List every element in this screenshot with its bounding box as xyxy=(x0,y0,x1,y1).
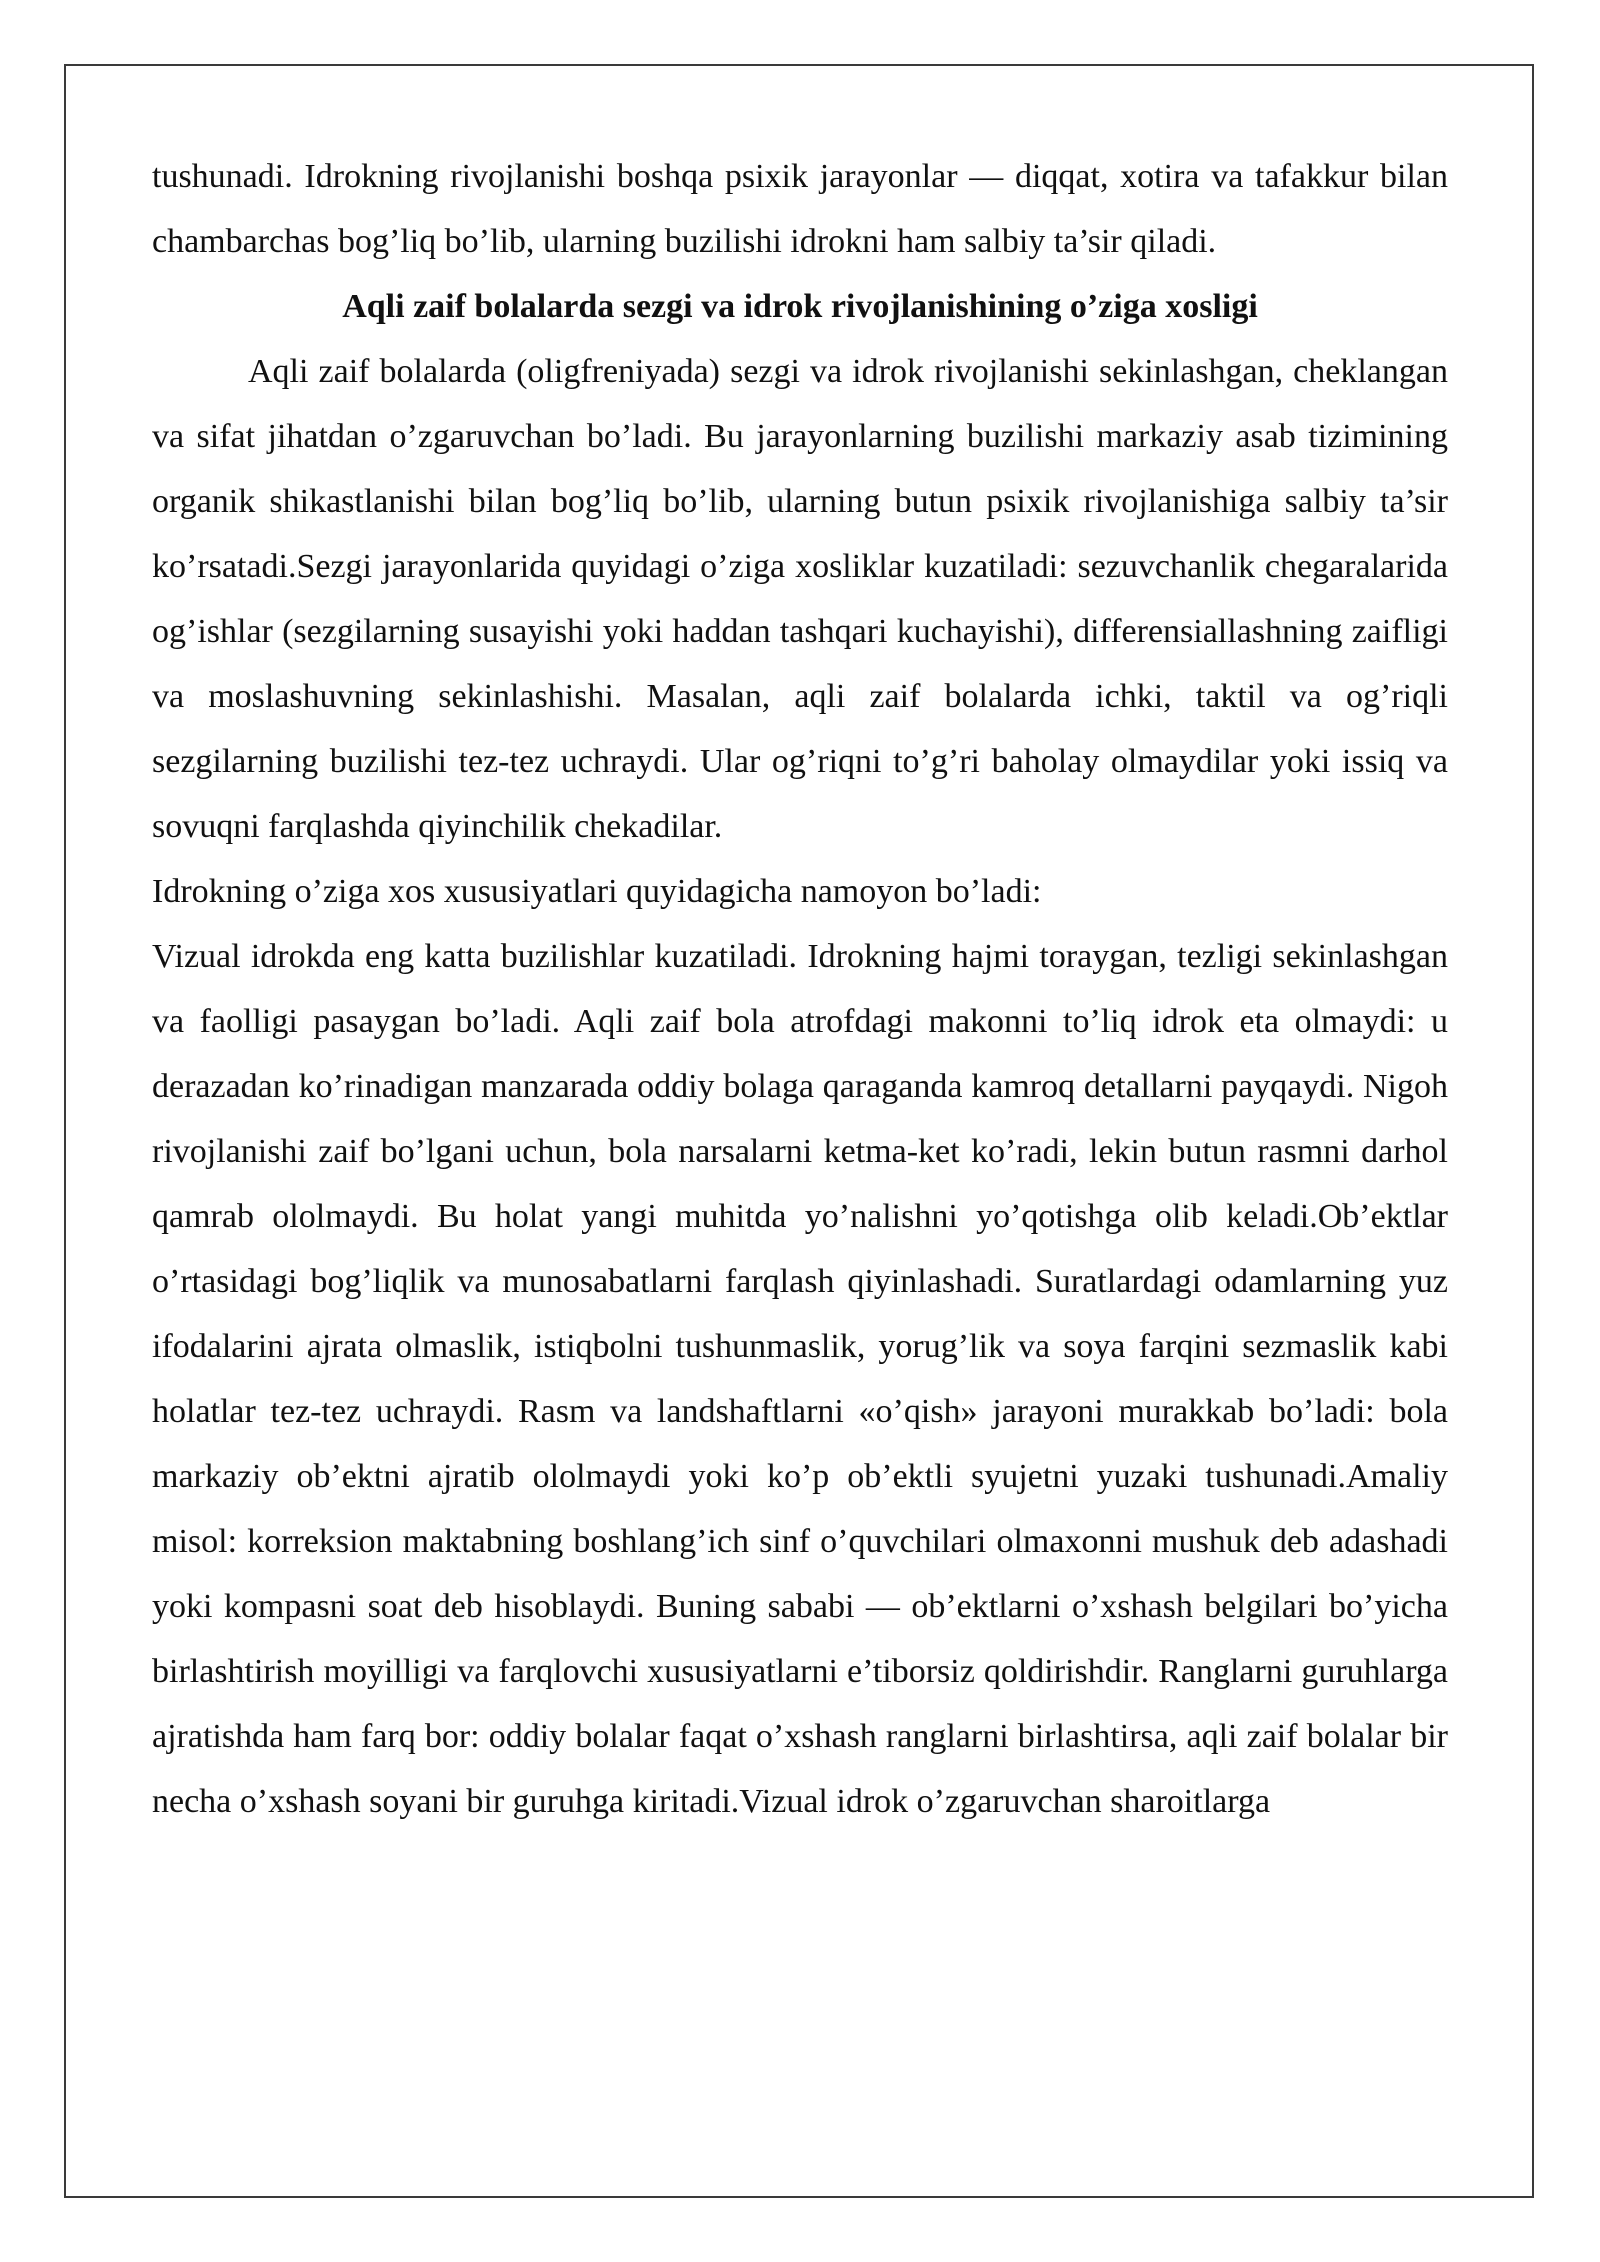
paragraph-continuation: tushunadi. Idrokning rivojlanishi boshqa psixik jarayonlar — diqqat, xotira va tafakkur bilan chambarchas bog’liq bo’lib, ularning buzilishi idrokni ham salbiy ta’sir qiladi. xyxy=(152,158,1448,260)
paragraph-lead-in: Idrokning o’ziga xos xususiyatlari quyidagicha namoyon bo’ladi: xyxy=(152,873,1042,910)
paragraph-visual-perception: Vizual idrokda eng katta buzilishlar kuzatiladi. Idrokning hajmi toraygan, tezligi sekinlashgan va faolligi pasaygan bo’ladi. Aqli zaif bola atrofdagi makonni to’liq idrok eta olmaydi: u derazadan ko’rinadigan manzarada oddiy bolaga qaraganda kamroq detallarni payqaydi. Nigoh rivojlanishi zaif bo’lgani uchun, bola narsalarni ketma-ket ko’radi, lekin butun rasmni darhol qamrab ololmaydi. Bu holat yangi muhitda yo’nalishni yo’qotishga olib keladi.Ob’ektlar o’rtasidagi bog’liqlik va munosabatlarni farqlash qiyinlashadi. Suratlardagi odamlarning yuz ifodalarini ajrata olmaslik, istiqbolni tushunmaslik, yorug’lik va soya farqini sezmaslik kabi holatlar tez-tez uchraydi. Rasm va landshaftlarni «o’qish» jarayoni murakkab bo’ladi: bola markaziy ob’ektni ajratib ololmaydi yoki ko’p ob’ektli syujetni yuzaki tushunadi.Amaliy misol: korreksion maktabning boshlang’ich sinf o’quvchilari olmaxonni mushuk deb adashadi yoki kompasni soat deb hisoblaydi. Buning sababi — ob’ektlarni o’xshash belgilari bo’yicha birlashtirish moyilligi va farqlovchi xususiyatlarni e’tiborsiz qoldirishdir. Ranglarni guruhlarga ajratishda ham farq bor: oddiy bolalar faqat o’xshash ranglarni birlashtirsa, aqli zaif bolalar bir necha o’xshash soyani bir guruhga kiritadi.Vizual idrok o’zgaruvchan sharoitlarga xyxy=(152,938,1448,1820)
document-body xyxy=(152,144,1448,1834)
paragraph-intro: Aqli zaif bolalarda (oligfreniyada) sezgi va idrok rivojlanishi sekinlashgan, cheklangan va sifat jihatdan o’zgaruvchan bo’ladi. Bu jarayonlarning buzilishi markaziy asab tizimining organik shikastlanishi bilan bog’liq bo’lib, ularning butun psixik rivojlanishiga salbiy ta’sir ko’rsatadi.Sezgi jarayonlarida quyidagi o’ziga xosliklar kuzatiladi: sezuvchanlik chegaralarida og’ishlar (sezgilarning susayishi yoki haddan tashqari kuchayishi), differensiallashning zaifligi va moslashuvning sekinlashishi. Masalan, aqli zaif bolalarda ichki, taktil va og’riqli sezgilarning buzilishi tez-tez uchraydi. Ular og’riqni to’g’ri baholay olmaydilar yoki issiq va sovuqni farqlashda qiyinchilik chekadilar. xyxy=(152,353,1448,845)
section-heading: Aqli zaif bolalarda sezgi va idrok rivojlanishining o’ziga xosligi xyxy=(342,288,1258,325)
